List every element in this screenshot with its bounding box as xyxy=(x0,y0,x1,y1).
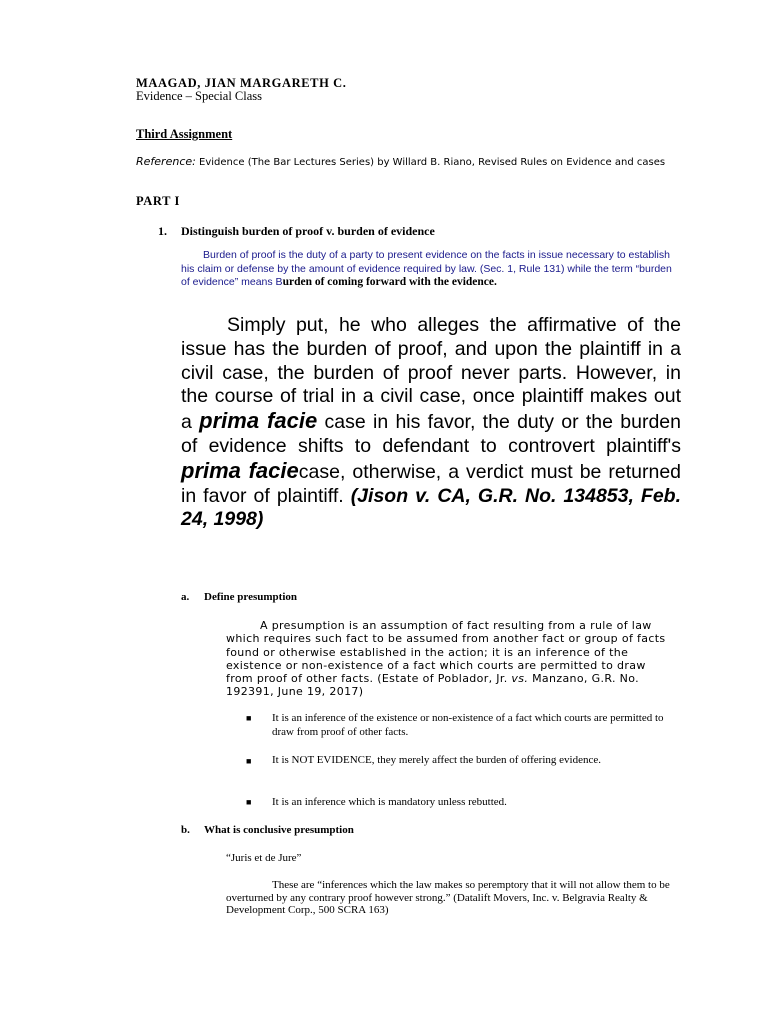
presumption-text-1: A presumption is an assumption of fact resulting from a rule of law which requires such fact to be assumed from another fact or group of facts found or otherwise established in the action; it is an inference of the existence or non-existence of a fact which courts are permitted to draw from proof of other facts. (Estate of Poblador, Jr. xyxy=(226,619,666,686)
bullet-item: It is an inference which is mandatory unless rebutted. xyxy=(272,796,507,808)
square-bullet-icon: ■ xyxy=(246,756,252,766)
question-number: 1. xyxy=(158,224,167,238)
assignment-title: Third Assignment xyxy=(136,127,233,141)
part-heading: PART I xyxy=(136,194,181,208)
course-name: Evidence – Special Class xyxy=(136,89,263,103)
student-name: MAAGAD, JIAN MARGARETH C. xyxy=(136,76,347,90)
presumption-paragraph xyxy=(226,619,670,699)
subquestion-b-label: b. xyxy=(181,824,190,836)
presumption-text-2: Manzano, G.R. No. 192391, June 19, 2017) xyxy=(226,672,639,699)
conclusive-presumption-paragraph xyxy=(226,879,686,917)
bullet-item: It is NOT EVIDENCE, they merely affect the burden of offering evidence. xyxy=(272,754,601,766)
prima-facie-1: prima facie xyxy=(199,408,318,434)
reference-label: Reference: xyxy=(136,155,196,168)
bullet-item: It is an inference of the existence or non-existence of a fact which courts are permitted to draw from proof of other facts. xyxy=(272,712,664,738)
latin-term: “Juris et de Jure” xyxy=(226,852,302,864)
simply-put-text-3: case, otherwise, a verdict must be returned in favor of plaintiff. xyxy=(181,460,682,507)
simply-put-text-2: case in his favor, the duty or the burden of evidence shifts to defendant to controvert plaintiff's xyxy=(181,411,681,457)
reference-text: Evidence (The Bar Lectures Series) by Willard B. Riano, Revised Rules on Evidence and cases xyxy=(199,157,666,168)
conclusive-presumption-text: These are “inferences which the law makes so peremptory that it will not allow them to be overturned by any contrary proof however strong.” (Datalift Movers, Inc. v. Belgravia Realty & Development Corp., 500 SCRA 163) xyxy=(226,879,670,916)
square-bullet-icon: ■ xyxy=(246,797,252,807)
question-title: Distinguish burden of proof v. burden of evidence xyxy=(181,224,435,238)
simply-put-paragraph xyxy=(181,314,681,532)
square-bullet-icon: ■ xyxy=(246,713,252,723)
jison-citation: (Jison v. CA, G.R. No. 134853, Feb. 24, 1998) xyxy=(181,484,682,531)
simply-put-text-1: Simply put, he who alleges the affirmative of the issue has the burden of proof, and upon the plaintiff in a civil case, the burden of proof never parts. However, in the course of trial in a civil case, once plaintiff makes out a xyxy=(181,314,681,434)
subquestion-b-title: What is conclusive presumption xyxy=(204,824,354,836)
prima-facie-2: prima facie xyxy=(181,457,299,483)
presumption-vs: vs. xyxy=(511,672,529,686)
burden-definition-text: Burden of proof is the duty of a party to present evidence on the facts in issue necessary to establish his claim or defense by the amount of evidence required by law. (Sec. 1, Rule 131) while the term “burden of evidence” means B xyxy=(181,249,672,288)
subquestion-a-title: Define presumption xyxy=(204,591,297,603)
reference-line xyxy=(136,154,680,171)
subquestion-a-label: a. xyxy=(181,591,190,603)
burden-definition-paragraph xyxy=(181,249,681,290)
burden-definition-bold: urden of coming forward with the evidence. xyxy=(282,276,497,288)
